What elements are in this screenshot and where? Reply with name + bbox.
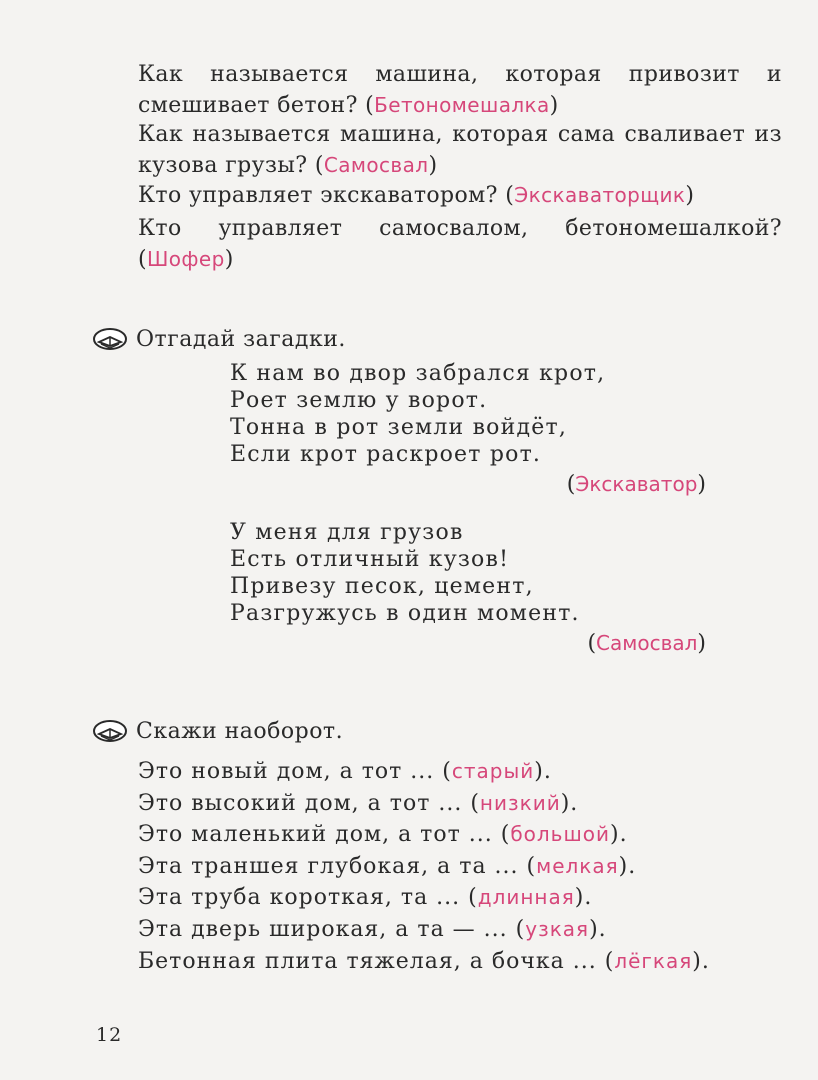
answer: Экскаваторщик xyxy=(514,183,686,207)
list-item: Эта труба короткая, та ... (длинная). xyxy=(138,885,593,911)
riddle-line: Роет землю у ворот. xyxy=(230,388,488,413)
book-with-eye-icon xyxy=(92,719,128,745)
opposites-heading xyxy=(92,716,343,748)
question-4: Кто управляет самосвалом, бетономешалкой? (Шофер) xyxy=(138,216,782,272)
answer: Бетономешалка xyxy=(374,93,550,117)
page-number: 12 xyxy=(96,1024,123,1046)
riddle-answer: (Самосвал) xyxy=(587,631,706,656)
list-item: Это новый дом, а тот ... (старый). xyxy=(138,759,552,784)
book-with-eye-icon xyxy=(92,327,128,353)
riddle-answer: (Экскаватор) xyxy=(566,472,706,497)
riddle-line: Тонна в рот земли войдёт, xyxy=(230,415,568,440)
riddle-line: Привезу песок, цемент, xyxy=(230,574,534,599)
list-item: Эта траншея глубокая, а та ... (мелкая). xyxy=(138,853,637,879)
riddle-line: Если крот раскроет рот. xyxy=(230,442,542,467)
question-2: Как называется машина, которая сама сваливает из кузова грузы? (Самосвал) xyxy=(138,122,782,178)
riddles-title: Отгадай загадки. xyxy=(136,327,346,352)
list-item: Это высокий дом, а тот ... (низкий). xyxy=(138,790,579,816)
riddle-line: Есть отличный кузов! xyxy=(230,547,510,572)
opposites-title: Скажи наоборот. xyxy=(136,719,344,744)
list-item: Эта дверь широкая, а та — ... (узкая). xyxy=(138,916,607,942)
question-1: Как называется машина, которая привозит и смешивает бетон? (Бетономешалка) xyxy=(138,62,782,118)
list-item: Бетонная плита тяжелая, а бочка ... (лёгкая). xyxy=(138,948,710,974)
riddle-line: У меня для грузов xyxy=(230,520,464,545)
answer: Шофер xyxy=(146,247,225,271)
riddle-line: К нам во двор забрался крот, xyxy=(230,361,606,386)
list-item: Это маленький дом, а тот ... (большой). xyxy=(138,822,628,848)
answer: Самосвал xyxy=(323,153,429,177)
opposites-list xyxy=(138,756,778,977)
riddle-line: Разгружусь в один момент. xyxy=(230,601,580,626)
question-3: Кто управляет экскаватором? (Экскаваторщик) xyxy=(138,183,695,208)
riddles-heading xyxy=(92,324,346,356)
riddle-2 xyxy=(230,519,706,660)
riddle-1 xyxy=(230,360,706,501)
